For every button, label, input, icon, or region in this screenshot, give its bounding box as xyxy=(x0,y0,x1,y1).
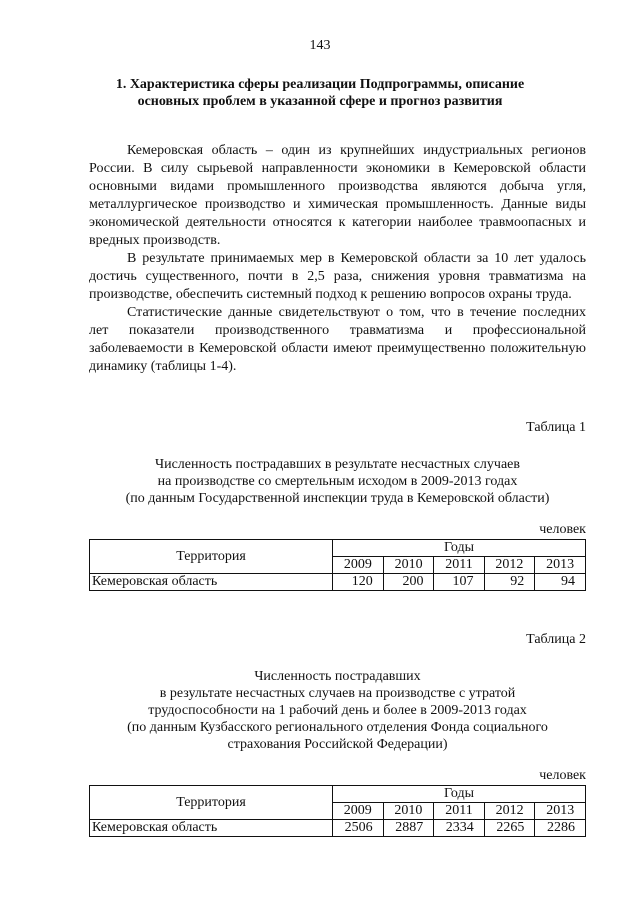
table-header-row xyxy=(90,540,586,557)
table-cell: 2334 xyxy=(434,820,485,837)
table2-title-line: страхования Российской Федерации) xyxy=(227,737,448,752)
table-cell: 107 xyxy=(434,574,484,591)
territory-header: Территория xyxy=(90,786,333,820)
table1-title-line: на производстве со смертельным исходом в 2009-2013 годах xyxy=(157,474,518,489)
year-header: 2012 xyxy=(484,803,535,820)
years-group-header: Годы xyxy=(333,786,586,803)
table2-title-line: трудоспособности на 1 рабочий день и более в 2009-2013 годах xyxy=(148,703,527,718)
table2-title-line: (по данным Кузбасского регионального отделения Фонда социального xyxy=(127,720,548,735)
year-header: 2012 xyxy=(484,557,535,574)
table-header-row xyxy=(90,786,586,803)
row-label: Кемеровская область xyxy=(90,574,333,591)
year-header: 2011 xyxy=(434,557,484,574)
section-heading-line: 1. Характеристика сферы реализации Подпрограммы, описание xyxy=(115,77,525,92)
table-row xyxy=(90,820,586,837)
table-row xyxy=(90,574,586,591)
table-cell: 94 xyxy=(535,574,586,591)
year-header: 2010 xyxy=(383,557,434,574)
section-heading xyxy=(90,76,550,110)
paragraph: Кемеровская область – один из крупнейших индустриальных регионов России. В силу сырьевой направленности экономики в Кемеровской области основными видами промышленного производства являются добыча угля, металлургическое производство и химическая промышленность. Данные виды экономической деятельности относятся к категории наиболее травмоопасных и вредных производств. xyxy=(89,143,586,248)
intro-text xyxy=(89,142,586,376)
table1-unit: человек xyxy=(539,522,586,537)
table2-title xyxy=(60,668,615,753)
table2-title-line: Численность пострадавших xyxy=(254,669,421,684)
year-header: 2009 xyxy=(333,557,384,574)
paragraph: Статистические данные свидетельствуют о том, что в течение последних лет показатели производственного травматизма и профессиональной заболеваемости в Кемеровской области имеют преимущественно положительную динамику (таблицы 1-4). xyxy=(89,305,586,374)
table2 xyxy=(89,785,586,837)
years-group-header: Годы xyxy=(333,540,586,557)
table2-unit: человек xyxy=(539,768,586,783)
table-cell: 2506 xyxy=(333,820,384,837)
table-cell: 120 xyxy=(333,574,384,591)
year-header: 2011 xyxy=(434,803,485,820)
table2-label: Таблица 2 xyxy=(526,632,586,647)
table1-label: Таблица 1 xyxy=(526,420,586,435)
table1-title-line: (по данным Государственной инспекции труда в Кемеровской области) xyxy=(125,491,550,506)
table-cell: 200 xyxy=(383,574,434,591)
table2-title-line: в результате несчастных случаев на производстве с утратой xyxy=(159,686,516,701)
territory-header: Территория xyxy=(90,540,333,574)
page-number: 143 xyxy=(309,38,331,53)
table1-title-line: Численность пострадавших в результате несчастных случаев xyxy=(154,457,520,472)
table-cell: 2265 xyxy=(484,820,535,837)
table-cell: 2286 xyxy=(535,820,586,837)
paragraph: В результате принимаемых мер в Кемеровской области за 10 лет удалось достичь существенного, почти в 2,5 раза, снижения уровня травматизма на производстве, обеспечить системный подход к решению вопросов охраны труда. xyxy=(89,251,586,302)
row-label: Кемеровская область xyxy=(90,820,333,837)
year-header: 2013 xyxy=(535,803,586,820)
year-header: 2010 xyxy=(383,803,434,820)
table1 xyxy=(89,539,586,591)
year-header: 2013 xyxy=(535,557,586,574)
table-cell: 92 xyxy=(484,574,535,591)
table-cell: 2887 xyxy=(383,820,434,837)
section-heading-line: основных проблем в указанной сфере и прогноз развития xyxy=(137,94,503,109)
year-header: 2009 xyxy=(333,803,384,820)
table1-title xyxy=(60,456,615,507)
